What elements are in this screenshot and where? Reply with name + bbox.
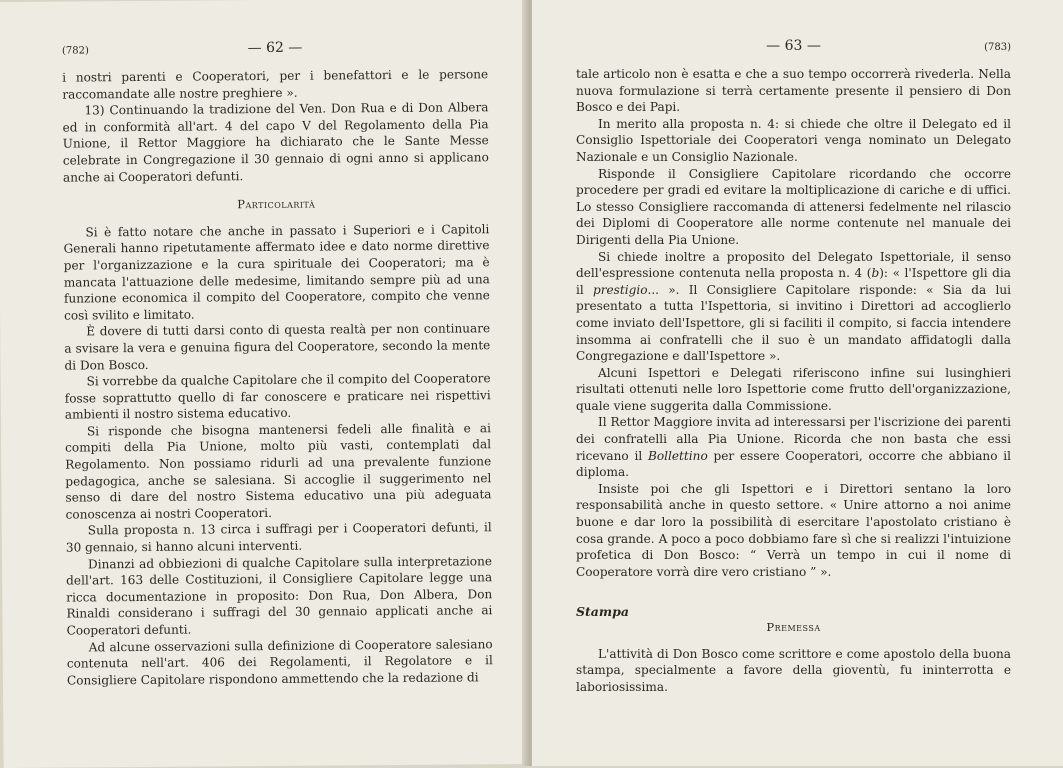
paragraph: È dovere di tutti darsi conto di questa realtà per non continuare a svisare la vera e genuina figura del Cooperatore, secondo la mente di Don Bosco. [64,321,491,373]
paragraph: L'attività di Don Bosco come scrittore e come apostolo della buona stampa, specialmente a favore della gioventù, fu ininterrotta e laboriosissima. [576,646,1011,694]
paragraph: tale articolo non è esatta e che a suo tempo occorrerà rivederla. Nella nuova formulazione si terrà certamente presente il pensiero di Don Bosco e dei Papi. [576,67,1011,115]
paragraph [576,249,1011,365]
right-page-header [576,36,1011,66]
section-title-stampa: Stampa [576,604,629,620]
paragraph: i nostri parenti e Cooperatori, per i benefattori e le persone raccomandate alle nostre preghiere ». [62,67,489,102]
paragraph: Dinanzi ad obbiezioni di qualche Capitolare sulla interpretazione dell'art. 163 delle Costituzioni, il Consigliere Capitolare legge una ricca documentazione in proposito: Don Rua, Don Albera, Don Rinaldi considerano i suffragi del 30 gennaio applicati anche ai Cooperatori defunti. [66,553,493,638]
right-body-text [576,66,1011,695]
paragraph: 13) Continuando la tradizione del Ven. Don Rua e di Don Albera ed in conformità all'art. 4 del capo V del Regolamento della Pia Unione, il Rettor Maggiore ha dichiarato che le Sante Messe celebrate in Congregazione il 30 gennaio di ogni anno si applicano anche ai Cooperatori defunti. [62,100,489,185]
right-folio: — 63 — [766,38,821,54]
paragraph: Si vorrebbe da qualche Capitolare che il compito del Cooperatore fosse soprattutto quello di far conoscere e praticare nei rispettivi ambienti il nostro sistema educativo. [64,371,491,422]
paragraph [576,414,1011,480]
paragraph: Risponde il Consigliere Capitolare ricordando che occorre procedere per gradi ed evitare la moltiplicazione di cariche e di uffici. Lo stesso Consigliere raccomanda di attenersi fedelmente nel rilascio dei Diplomi di Cooperatore alle norme contenute nel manuale dei Dirigenti della Pia Unione. [576,166,1011,247]
right-page-number: (783) [984,42,1011,53]
section-heading-particolarita: Particolarità [237,196,316,212]
italic-letter: b [871,266,880,281]
text-run: ): « l'Ispettore gli dia il [576,266,1011,297]
paragraph: Alcuni Ispettori e Delegati riferiscono infine sui lusinghieri risultati ottenuti nelle loro Ispettorie come frutto dell'organizzazione, quale viene suggerita dalla Commissione. [576,365,1011,413]
text-run: Si chiede inoltre a proposito del Delegato Ispettoriale, il senso dell'espressione contenuta nella proposta n. 4 ( [576,249,1011,281]
left-page-number: (782) [61,45,89,57]
paragraph: Sulla proposta n. 13 circa i suffragi per i Cooperatori defunti, il 30 gennaio, si hanno alcuni interventi. [65,520,492,555]
paragraph: Insiste poi che gli Ispettori e i Direttori sentano la loro responsabilità anche in questo settore. « Unire attorno a noi anime buone e dar loro la possibilità di esercitare l'apostolato cristiano è cosa grande. A poco a poco dobbiamo fare sì che si realizzi l'intuizione profetica di Don Bosco: “ Verrà un tempo in cui il nome di Cooperatore vorrà dire vero cristiano ” ». [576,481,1011,579]
text-run: Il Rettor Maggiore invita ad interessarsi per l'iscrizione dei parenti dei confratelli alla Pia Unione. Ricorda che non basta che essi ricevano il [576,415,1011,463]
paragraph: Si risponde che bisogna mantenersi fedeli alle finalità e ai compiti della Pia Unione, molto più vasti, contemplati dal Regolamento. Non possiamo ridurli ad una prevalente funzione pedagogica, anche se salesiana. Si accoglie il suggerimento nel senso di dare del nostro Sistema educativo una più adeguata conoscenza ai nostri Cooperatori. [65,421,492,522]
paragraph: In merito alla proposta n. 4: si chiede che oltre il Delegato ed il Consiglio Ispettoriale dei Cooperatori venga nominato un Delegato Nazionale e un Consiglio Nazionale. [576,116,1011,164]
left-page-header [62,36,488,69]
text-run: ... ». Il Consigliere Capitolare risponde: « Sia da lui presentato a tutta l'Ispettoria, si invitino i Direttori ad accoglierlo come inviato dell'Ispettore, gli si faciliti il compito, si faccia intendere insomma ai confratelli che il suo è un mandato affidatogli dalla Congregazione e dall'Ispettore ». [576,282,1011,364]
left-body-text [62,66,493,689]
right-page [532,0,1063,766]
section-subheading-premessa: Premessa [766,620,821,634]
italic-word: prestigio [592,282,648,297]
paragraph: Ad alcune osservazioni sulla definizione di Cooperatore salesiano contenuta nell'art. 406 dei Regolamenti, il Regolatore e il Consigliere Capitolare rispondono ammettendo che la redazione di [66,636,493,688]
paragraph: Si è fatto notare che anche in passato i Superiori e i Capitoli Generali hanno ripetutamente affermato idee e dato norme direttive per l'organizzazione e la cura spirituale dei Cooperatori; ma è mancata l'attuazione delle medesime, limitando sempre più ad una funzione economica il compito del Cooperatore, compito che venne così svilito e limitato. [63,221,490,323]
italic-word: Bollettino [648,448,708,463]
text-run: per essere Cooperatori, occorre che abbiano il diploma. [576,448,1012,480]
left-folio: — 62 — [247,39,303,57]
